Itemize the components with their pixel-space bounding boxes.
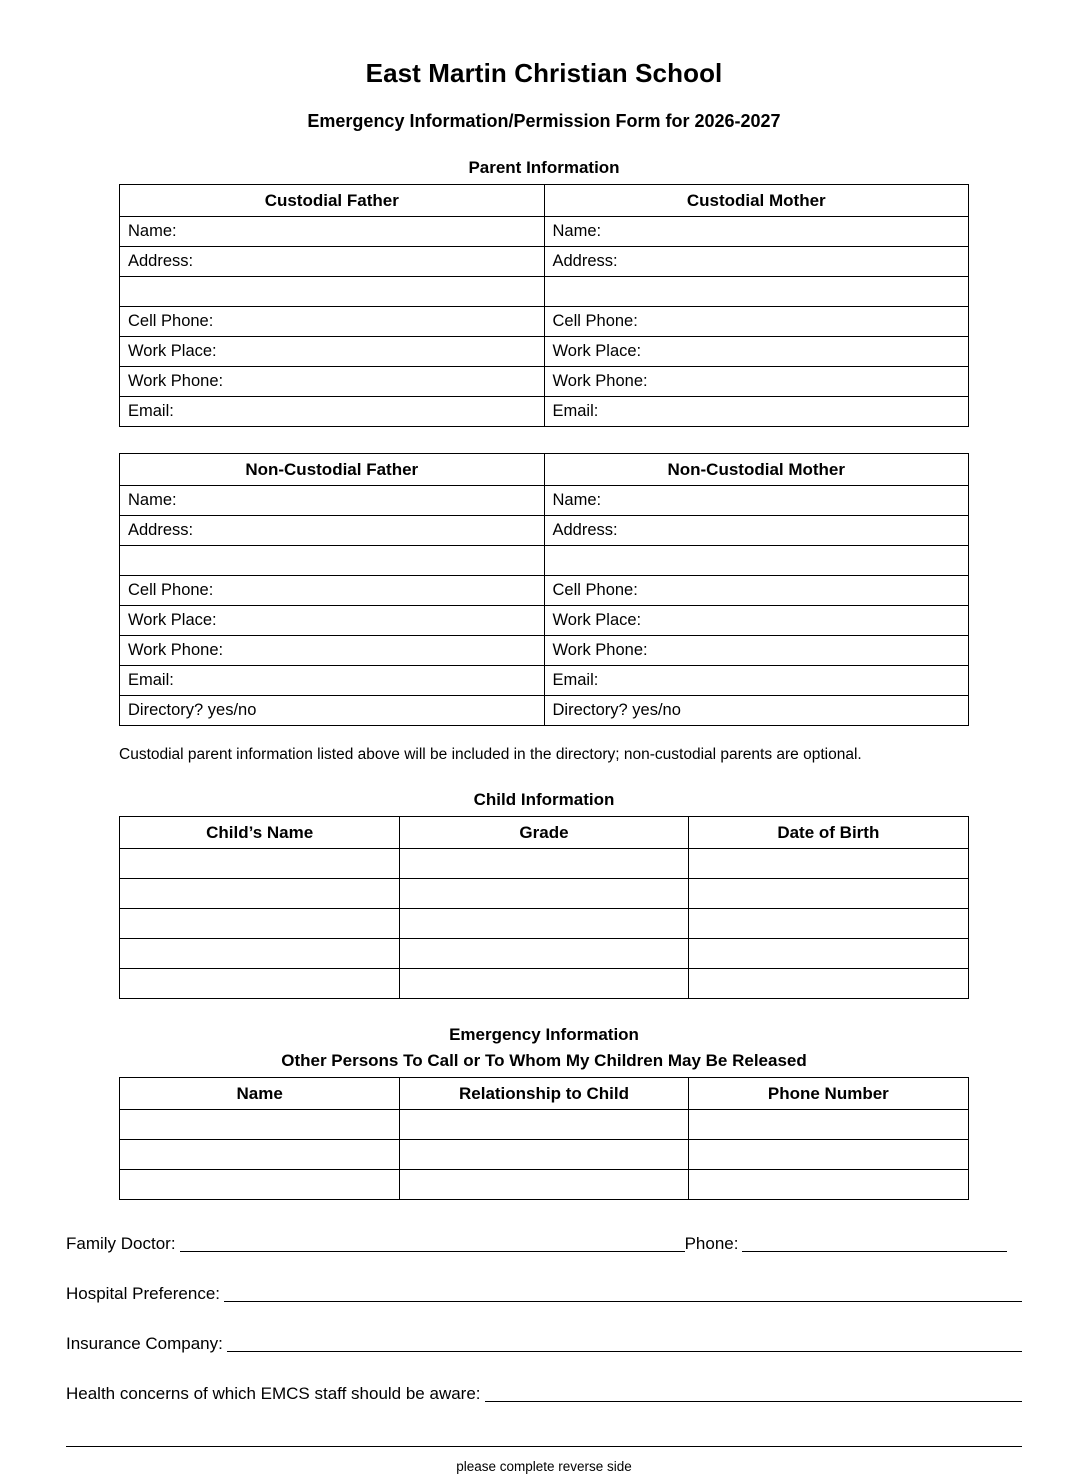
family-doctor-field-line [66, 1234, 1022, 1254]
table-row [120, 247, 969, 277]
custodial-father-work-place-cell[interactable]: Work Place: [120, 337, 545, 367]
emergency-information-subheading: Other Persons To Call or To Whom My Children May Be Released [281, 1051, 807, 1070]
hospital-preference-field-line [66, 1284, 1022, 1304]
child-dob-cell[interactable] [688, 849, 968, 879]
child-information-table [119, 816, 969, 999]
table-row [120, 606, 969, 636]
custodial-mother-address-cont-cell[interactable] [544, 277, 969, 307]
non-custodial-mother-address-cont-cell[interactable] [544, 546, 969, 576]
emergency-phone-header: Phone Number [688, 1078, 968, 1110]
health-concerns-field-line [66, 1384, 1022, 1404]
hospital-preference-label: Hospital Preference: [66, 1284, 221, 1303]
emergency-relationship-header: Relationship to Child [400, 1078, 688, 1110]
custodial-mother-header: Custodial Mother [544, 185, 969, 217]
table-row [120, 696, 969, 726]
table-row [120, 1110, 969, 1140]
non-custodial-father-work-place-cell[interactable]: Work Place: [120, 606, 545, 636]
non-custodial-father-email-cell[interactable]: Email: [120, 666, 545, 696]
insurance-company-field-line [66, 1334, 1022, 1354]
health-concerns-input-continued[interactable] [66, 1434, 1022, 1447]
child-dob-header: Date of Birth [688, 817, 968, 849]
form-subtitle: Emergency Information/Permission Form for 2026-2027 [307, 111, 781, 131]
child-name-cell[interactable] [120, 969, 400, 999]
table-row [120, 277, 969, 307]
child-dob-cell[interactable] [688, 969, 968, 999]
non-custodial-parent-table [119, 453, 969, 726]
non-custodial-mother-name-cell[interactable]: Name: [544, 486, 969, 516]
child-grade-cell[interactable] [400, 909, 688, 939]
table-row [120, 337, 969, 367]
non-custodial-father-address-cont-cell[interactable] [120, 546, 545, 576]
emergency-name-cell[interactable] [120, 1140, 400, 1170]
child-grade-cell[interactable] [400, 879, 688, 909]
child-grade-cell[interactable] [400, 969, 688, 999]
child-dob-cell[interactable] [688, 909, 968, 939]
parent-information-heading: Parent Information [468, 158, 620, 177]
non-custodial-father-work-phone-cell[interactable]: Work Phone: [120, 636, 545, 666]
family-doctor-input[interactable] [180, 1234, 685, 1252]
custodial-father-header: Custodial Father [120, 185, 545, 217]
custodial-mother-name-cell[interactable]: Name: [544, 217, 969, 247]
table-row [120, 1140, 969, 1170]
child-name-cell[interactable] [120, 879, 400, 909]
child-name-cell[interactable] [120, 849, 400, 879]
table-row [120, 879, 969, 909]
non-custodial-mother-header: Non-Custodial Mother [544, 454, 969, 486]
custodial-mother-work-place-cell[interactable]: Work Place: [544, 337, 969, 367]
emergency-name-header: Name [120, 1078, 400, 1110]
table-row [120, 909, 969, 939]
table-row [120, 1170, 969, 1200]
non-custodial-mother-directory-cell[interactable]: Directory? yes/no [544, 696, 969, 726]
emergency-phone-cell[interactable] [688, 1110, 968, 1140]
custodial-father-cell-phone-cell[interactable]: Cell Phone: [120, 307, 545, 337]
custodial-parent-table [119, 184, 969, 427]
custodial-mother-email-cell[interactable]: Email: [544, 397, 969, 427]
child-name-cell[interactable] [120, 939, 400, 969]
table-row [120, 666, 969, 696]
emergency-relationship-cell[interactable] [400, 1110, 688, 1140]
emergency-name-cell[interactable] [120, 1170, 400, 1200]
custodial-mother-work-phone-cell[interactable]: Work Phone: [544, 367, 969, 397]
emergency-information-heading: Emergency Information [449, 1025, 639, 1044]
table-gap-spacer [64, 427, 1024, 453]
table-row [120, 939, 969, 969]
custodial-mother-cell-phone-cell[interactable]: Cell Phone: [544, 307, 969, 337]
family-doctor-label: Family Doctor: [66, 1234, 176, 1253]
non-custodial-mother-address-cell[interactable]: Address: [544, 516, 969, 546]
table-row [120, 546, 969, 576]
custodial-father-address-cell[interactable]: Address: [120, 247, 545, 277]
custodial-father-address-cont-cell[interactable] [120, 277, 545, 307]
custodial-mother-address-cell[interactable]: Address: [544, 247, 969, 277]
table-row [120, 636, 969, 666]
emergency-name-cell[interactable] [120, 1110, 400, 1140]
hospital-preference-input[interactable] [224, 1284, 1022, 1302]
non-custodial-father-address-cell[interactable]: Address: [120, 516, 545, 546]
custodial-father-name-cell[interactable]: Name: [120, 217, 545, 247]
child-grade-header: Grade [400, 817, 688, 849]
child-grade-cell[interactable] [400, 939, 688, 969]
table-header-row [120, 1078, 969, 1110]
table-row [120, 217, 969, 247]
phone-label: Phone: [684, 1234, 739, 1253]
insurance-company-label: Insurance Company: [66, 1334, 223, 1353]
emergency-contacts-table [119, 1077, 969, 1200]
footer-note: please complete reverse side [456, 1459, 632, 1474]
custodial-father-email-cell[interactable]: Email: [120, 397, 545, 427]
table-row [120, 307, 969, 337]
table-row [120, 969, 969, 999]
medical-fields-section [64, 1234, 1024, 1447]
child-name-header: Child’s Name [120, 817, 400, 849]
health-concerns-input[interactable] [485, 1384, 1022, 1402]
child-dob-cell[interactable] [688, 879, 968, 909]
table-row [120, 576, 969, 606]
table-row [120, 367, 969, 397]
table-row [120, 516, 969, 546]
directory-note: Custodial parent information listed above will be included in the directory; non-custodial parents are optional. [119, 746, 862, 763]
non-custodial-mother-email-cell[interactable]: Email: [544, 666, 969, 696]
custodial-father-work-phone-cell[interactable]: Work Phone: [120, 367, 545, 397]
non-custodial-father-directory-cell[interactable]: Directory? yes/no [120, 696, 545, 726]
emergency-phone-cell[interactable] [688, 1140, 968, 1170]
table-row [120, 397, 969, 427]
health-concerns-label: Health concerns of which EMCS staff should be aware: [66, 1384, 481, 1403]
non-custodial-mother-work-place-cell[interactable]: Work Place: [544, 606, 969, 636]
child-information-heading: Child Information [473, 790, 615, 809]
emergency-phone-cell[interactable] [688, 1170, 968, 1200]
table-row [120, 486, 969, 516]
non-custodial-mother-work-phone-cell[interactable]: Work Phone: [544, 636, 969, 666]
table-header-row [120, 817, 969, 849]
emergency-relationship-cell[interactable] [400, 1170, 688, 1200]
child-grade-cell[interactable] [400, 849, 688, 879]
child-dob-cell[interactable] [688, 939, 968, 969]
non-custodial-father-header: Non-Custodial Father [120, 454, 545, 486]
page-title: East Martin Christian School [365, 58, 723, 88]
non-custodial-father-name-cell[interactable]: Name: [120, 486, 545, 516]
non-custodial-mother-cell-phone-cell[interactable]: Cell Phone: [544, 576, 969, 606]
non-custodial-father-cell-phone-cell[interactable]: Cell Phone: [120, 576, 545, 606]
table-header-row [120, 185, 969, 217]
table-row [120, 849, 969, 879]
child-name-cell[interactable] [120, 909, 400, 939]
table-header-row [120, 454, 969, 486]
emergency-relationship-cell[interactable] [400, 1140, 688, 1170]
doctor-phone-input[interactable] [742, 1234, 1007, 1252]
insurance-company-input[interactable] [227, 1334, 1022, 1352]
